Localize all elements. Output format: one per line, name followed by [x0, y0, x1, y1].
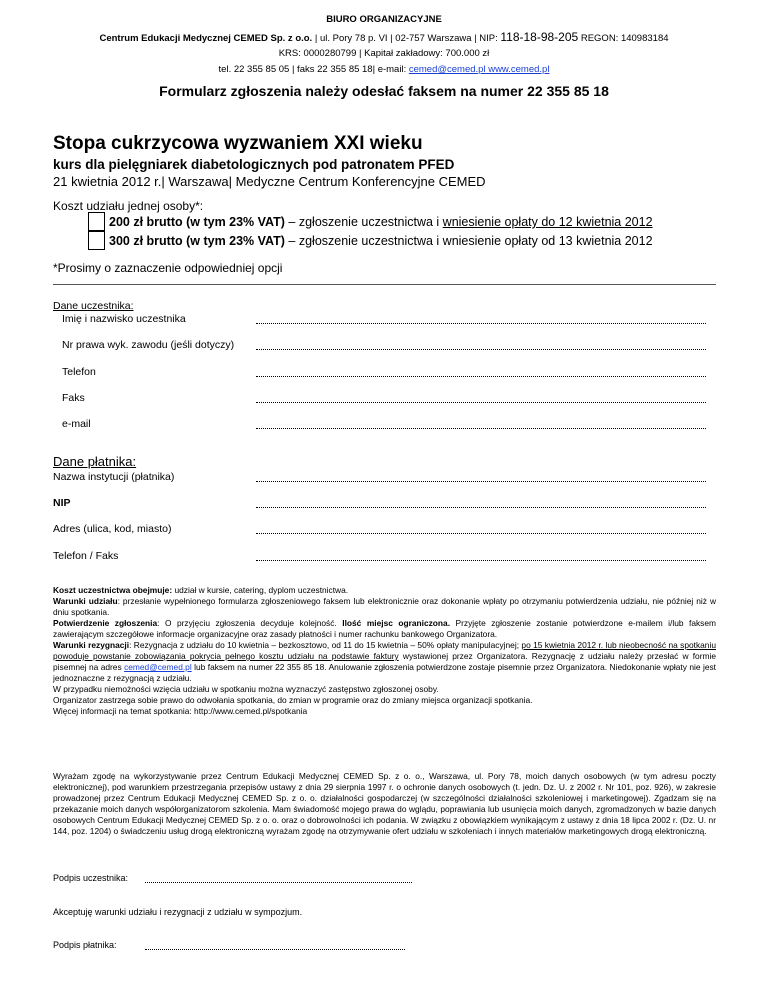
more-info: Więcej informacji na temat spotkania: http://www.cemed.pl/spotkania	[53, 706, 308, 716]
course-date-location: 21 kwietnia 2012 r.| Warszawa| Medyczne Centrum Konferencyjne CEMED	[53, 174, 486, 189]
option-note: *Prosimy o zaznaczenie odpowiedniej opcji	[53, 261, 283, 275]
payer-address-label: Adres (ulica, kod, miasto)	[53, 523, 172, 535]
license-number-label: Nr prawa wyk. zawodu (jeśli dotyczy)	[62, 339, 235, 351]
krs-line: KRS: 0000280799 | Kapitał zakładowy: 700.000 zł	[278, 48, 490, 59]
participant-signature-label: Podpis uczestnika:	[53, 873, 129, 883]
payer-signature-field[interactable]	[145, 949, 405, 950]
participant-email-field[interactable]	[256, 428, 706, 429]
participant-phone-label: Telefon	[62, 366, 96, 378]
course-subtitle: kurs dla pielęgniarek diabetologicznych pod patronatem PFED	[53, 157, 455, 172]
option-2-label: 300 zł brutto (w tym 23% VAT) – zgłoszenie uczestnictwa i wniesienie opłaty od 13 kwietnia 2012	[109, 234, 653, 248]
payer-signature-label: Podpis płatnika:	[53, 940, 117, 950]
website-link[interactable]: www.cemed.pl	[485, 64, 550, 75]
participant-heading: Dane uczestnika:	[53, 300, 134, 312]
option-1-label: 200 zł brutto (w tym 23% VAT) – zgłoszenie uczestnictwa i wniesienie opłaty do 12 kwietnia 2012	[109, 215, 653, 229]
payer-heading: Dane płatnika:	[53, 454, 137, 469]
participant-signature-field[interactable]	[145, 882, 412, 883]
participant-name-field[interactable]	[256, 323, 706, 324]
participant-email-label: e-mail	[62, 418, 91, 430]
participant-fax-label: Faks	[62, 392, 85, 404]
company-nip: 118-18-98-205	[500, 30, 579, 44]
contact-line	[0, 64, 768, 76]
company-name: Centrum Edukacji Medycznej CEMED Sp. z o.o.	[99, 33, 313, 44]
option-1-checkbox[interactable]	[88, 212, 105, 232]
payer-phone-fax-field[interactable]	[256, 560, 706, 561]
option-2-price: 300 zł brutto (w tym 23% VAT)	[109, 234, 285, 248]
consent-text: Wyrażam zgodę na wykorzystywanie przez Centrum Edukacji Medycznej CEMED Sp. z o. o., Warszawa, ul. Pory 78, moich danych osobowych (w tym adresu poczty elektronicznej), pod warunkiem przestrzegania przepisów ustawy z dnia 29 sierpnia 1997 r. o ochronie danych osobowych (t. jedn. Dz. U. z 2002 r. Nr 101, poz. 926), w zakresie prowadzonej przez Centrum Edukacji Medycznej CEMED Sp. z o. o. działalności gospodarczej (w szczególności działalności szkoleniowej i marketingowej). Zgadzam się na przekazanie moich danych współorganizatorom szkolenia. Mam świadomość mojego prawa do wglądu, poprawiania lub usunięcia moich danych, zgromadzonych w bazie danych osobowych Centrum Edukacji Medycznej CEMED Sp. z o. o. oraz o dobrowolności ich podania. W związku z obowiązkiem wynikającym z ustawy z dnia 18 lipca 2002 r. (Dz. U. nr 144, poz. 1204) o świadczeniu usług drogą elektroniczną wyrażam zgodę na otrzymywanie ofert udziału w szkoleniach i innych materiałów marketingowych drogą elektroniczną.	[53, 771, 716, 836]
cost-label: Koszt udziału jednej osoby*:	[53, 199, 204, 213]
course-title: Stopa cukrzycowa wyzwaniem XXI wieku	[53, 133, 423, 154]
contact-phone-fax: tel. 22 355 85 05 | faks 22 355 85 18| e-mail:	[218, 64, 409, 75]
fax-instruction: Formularz zgłoszenia należy odesłać faksem na numer 22 355 85 18	[159, 83, 609, 99]
company-address-line	[0, 31, 768, 45]
payer-nip-label: NIP	[53, 497, 71, 509]
participant-fax-field[interactable]	[256, 402, 706, 403]
org-title: BIURO ORGANIZACYJNE	[326, 14, 442, 25]
company-address: | ul. Pory 78 p. VI | 02-757 Warszawa | NIP:	[312, 33, 501, 44]
option-1-price: 200 zł brutto (w tym 23% VAT)	[109, 215, 285, 229]
divider	[53, 284, 716, 285]
contact-email-link[interactable]: cemed@cemed.pl	[408, 64, 486, 75]
payer-nip-field[interactable]	[256, 507, 706, 508]
license-number-field[interactable]	[256, 349, 706, 350]
terms-block: Koszt uczestnictwa obejmuje: udział w kursie, catering, dyplom uczestnictwa. Warunki udziału: przesłanie wypełnionego formularza zgłoszeniowego faksem lub elektronicznie oraz dokonanie wpłaty po otrzymaniu potwierdzenia udziału, nie później niż w dniu spotkania. Potwierdzenie zgłoszenia: O przyjęciu zgłoszenia decyduje kolejność. Ilość miejsc ograniczona. Przyjęte zgłoszenie zostanie potwierdzone e-mailem i/lub faksem zawierającym szczegółowe informacje organizacyjne oraz zasady płatności i numer rachunku bankowego Organizatora. Warunki rezygnacji: Rezygnacja z udziału do 10 kwietnia – bezkosztowo, od 11 do 15 kwietnia – 50% opłaty manipulacyjnej; po 15 kwietnia 2012 r. lub nieobecność na spotkaniu powoduje powstanie zobowiązania pokrycia pełnego kosztu udziału na podstawie faktury wystawionej przez Organizatora. Rezygnację z udziału należy przesłać w formie pisemnej na adres cemed@cemed.pl lub faksem na numer 22 355 85 18. Anulowanie zgłoszenia potwierdzone zostaje pisemnie przez Organizatora. Niedokonanie wpłaty nie jest jednoznaczne z rezygnacją z udziału. W przypadku niemożności wzięcia udziału w spotkaniu można wyznaczyć zastępstwo zgłoszonej osoby. Organizator zastrzega sobie prawo do odwołania spotkania, do zmian w programie oraz do zmiany miejsca organizacji spotkania. Więcej informacji na temat spotkania: http://www.cemed.pl/spotkania	[53, 585, 717, 716]
resign-email-link[interactable]: cemed@cemed.pl	[124, 662, 192, 672]
participant-name-label: Imię i nazwisko uczestnika	[62, 313, 186, 325]
option-2-checkbox[interactable]	[88, 230, 105, 250]
accept-terms-text: Akceptuję warunki udziału i rezygnacji z udziału w sympozjum.	[53, 907, 303, 917]
payer-name-field[interactable]	[256, 481, 706, 482]
payer-phone-fax-label: Telefon / Faks	[53, 550, 119, 562]
payer-address-field[interactable]	[256, 533, 706, 534]
payer-name-label: Nazwa instytucji (płatnika)	[53, 471, 175, 483]
participant-phone-field[interactable]	[256, 376, 706, 377]
company-regon: REGON: 140983184	[578, 33, 669, 44]
